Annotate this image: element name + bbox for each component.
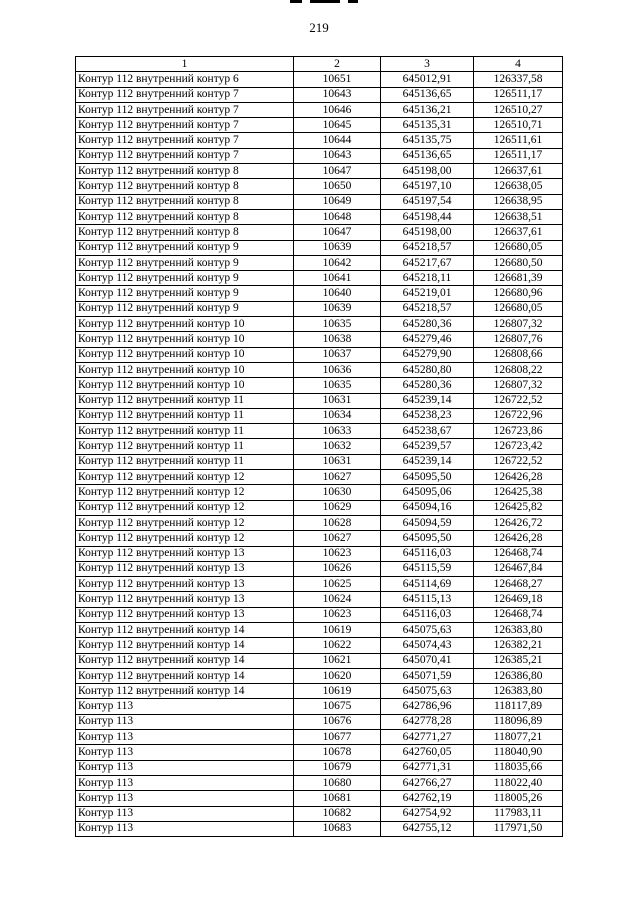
x-coordinate-cell: 642786,96 (381, 699, 474, 714)
x-coordinate-cell: 645218,57 (381, 301, 474, 316)
contour-name-cell: Контур 112 внутренний контур 8 (76, 209, 294, 224)
x-coordinate-cell: 645238,23 (381, 408, 474, 423)
point-number-cell: 10681 (294, 791, 381, 806)
point-number-cell: 10635 (294, 317, 381, 332)
contour-name-cell: Контур 112 внутренний контур 13 (76, 546, 294, 561)
point-number-cell: 10646 (294, 102, 381, 117)
y-coordinate-cell: 118035,66 (474, 760, 563, 775)
coordinates-table (75, 56, 563, 837)
point-number-cell: 10682 (294, 806, 381, 821)
y-coordinate-cell: 126807,76 (474, 332, 563, 347)
y-coordinate-cell: 126425,82 (474, 500, 563, 515)
point-number-cell: 10620 (294, 668, 381, 683)
table-row (76, 179, 563, 194)
contour-name-cell: Контур 112 внутренний контур 11 (76, 408, 294, 423)
x-coordinate-cell: 642771,31 (381, 760, 474, 775)
contour-name-cell: Контур 112 внутренний контур 14 (76, 684, 294, 699)
table-row (76, 271, 563, 286)
y-coordinate-cell: 126510,27 (474, 102, 563, 117)
x-coordinate-cell: 645095,06 (381, 485, 474, 500)
x-coordinate-cell: 645239,57 (381, 439, 474, 454)
table-row (76, 622, 563, 637)
x-coordinate-cell: 645114,69 (381, 577, 474, 592)
point-number-cell: 10630 (294, 485, 381, 500)
contour-name-cell: Контур 112 внутренний контур 9 (76, 255, 294, 270)
table-row (76, 133, 563, 148)
x-coordinate-cell: 645219,01 (381, 286, 474, 301)
point-number-cell: 10683 (294, 821, 381, 836)
table-row (76, 806, 563, 821)
table-row (76, 102, 563, 117)
x-coordinate-cell: 642754,92 (381, 806, 474, 821)
y-coordinate-cell: 126426,28 (474, 531, 563, 546)
contour-name-cell: Контур 112 внутренний контур 8 (76, 164, 294, 179)
table-row (76, 240, 563, 255)
y-coordinate-cell: 126385,21 (474, 653, 563, 668)
contour-name-cell: Контур 112 внутренний контур 9 (76, 301, 294, 316)
x-coordinate-cell: 645218,57 (381, 240, 474, 255)
table-body (76, 72, 563, 837)
x-coordinate-cell: 645198,00 (381, 164, 474, 179)
point-number-cell: 10623 (294, 607, 381, 622)
table-row (76, 592, 563, 607)
table-row (76, 72, 563, 87)
y-coordinate-cell: 126383,80 (474, 684, 563, 699)
point-number-cell: 10638 (294, 332, 381, 347)
x-coordinate-cell: 645094,16 (381, 500, 474, 515)
y-coordinate-cell: 126808,66 (474, 347, 563, 362)
contour-name-cell: Контур 112 внутренний контур 14 (76, 653, 294, 668)
contour-name-cell: Контур 113 (76, 791, 294, 806)
table-row (76, 225, 563, 240)
table-row (76, 668, 563, 683)
table-row (76, 362, 563, 377)
x-coordinate-cell: 645115,13 (381, 592, 474, 607)
point-number-cell: 10647 (294, 225, 381, 240)
contour-name-cell: Контур 112 внутренний контур 7 (76, 148, 294, 163)
table-row (76, 531, 563, 546)
contour-name-cell: Контур 112 внутренний контур 11 (76, 393, 294, 408)
contour-name-cell: Контур 112 внутренний контур 9 (76, 286, 294, 301)
table-row (76, 577, 563, 592)
x-coordinate-cell: 642778,28 (381, 714, 474, 729)
contour-name-cell: Контур 112 внутренний контур 9 (76, 271, 294, 286)
point-number-cell: 10645 (294, 118, 381, 133)
x-coordinate-cell: 645136,65 (381, 148, 474, 163)
point-number-cell: 10676 (294, 714, 381, 729)
y-coordinate-cell: 118096,89 (474, 714, 563, 729)
x-coordinate-cell: 645217,67 (381, 255, 474, 270)
table-row (76, 775, 563, 790)
y-coordinate-cell: 126386,80 (474, 668, 563, 683)
table-row (76, 500, 563, 515)
point-number-cell: 10625 (294, 577, 381, 592)
table-row (76, 470, 563, 485)
point-number-cell: 10680 (294, 775, 381, 790)
y-coordinate-cell: 118005,26 (474, 791, 563, 806)
contour-name-cell: Контур 112 внутренний контур 11 (76, 424, 294, 439)
x-coordinate-cell: 645197,10 (381, 179, 474, 194)
x-coordinate-cell: 645094,59 (381, 515, 474, 530)
x-coordinate-cell: 645074,43 (381, 638, 474, 653)
x-coordinate-cell: 645280,36 (381, 378, 474, 393)
y-coordinate-cell: 126680,50 (474, 255, 563, 270)
y-coordinate-cell: 126680,05 (474, 301, 563, 316)
y-coordinate-cell: 126723,42 (474, 439, 563, 454)
point-number-cell: 10628 (294, 515, 381, 530)
y-coordinate-cell: 118022,40 (474, 775, 563, 790)
point-number-cell: 10635 (294, 378, 381, 393)
contour-name-cell: Контур 112 внутренний контур 13 (76, 592, 294, 607)
scan-mark (290, 0, 360, 3)
point-number-cell: 10624 (294, 592, 381, 607)
contour-name-cell: Контур 112 внутренний контур 11 (76, 439, 294, 454)
point-number-cell: 10678 (294, 745, 381, 760)
contour-name-cell: Контур 112 внутренний контур 7 (76, 118, 294, 133)
y-coordinate-cell: 126511,17 (474, 87, 563, 102)
point-number-cell: 10650 (294, 179, 381, 194)
y-coordinate-cell: 126807,32 (474, 317, 563, 332)
table-row (76, 561, 563, 576)
y-coordinate-cell: 126680,96 (474, 286, 563, 301)
y-coordinate-cell: 126722,96 (474, 408, 563, 423)
contour-name-cell: Контур 112 внутренний контур 7 (76, 87, 294, 102)
y-coordinate-cell: 117971,50 (474, 821, 563, 836)
point-number-cell: 10647 (294, 164, 381, 179)
contour-name-cell: Контур 112 внутренний контур 14 (76, 668, 294, 683)
point-number-cell: 10627 (294, 470, 381, 485)
y-coordinate-cell: 126510,71 (474, 118, 563, 133)
point-number-cell: 10679 (294, 760, 381, 775)
point-number-cell: 10619 (294, 622, 381, 637)
x-coordinate-cell: 642755,12 (381, 821, 474, 836)
point-number-cell: 10639 (294, 301, 381, 316)
table-row (76, 332, 563, 347)
x-coordinate-cell: 642766,27 (381, 775, 474, 790)
point-number-cell: 10642 (294, 255, 381, 270)
x-coordinate-cell: 645218,11 (381, 271, 474, 286)
point-number-cell: 10648 (294, 209, 381, 224)
table-row (76, 439, 563, 454)
y-coordinate-cell: 126637,61 (474, 164, 563, 179)
point-number-cell: 10677 (294, 730, 381, 745)
x-coordinate-cell: 645075,63 (381, 684, 474, 699)
table-row (76, 638, 563, 653)
contour-name-cell: Контур 112 внутренний контур 7 (76, 102, 294, 117)
y-coordinate-cell: 126511,17 (474, 148, 563, 163)
table-row (76, 286, 563, 301)
table-row (76, 378, 563, 393)
page-number: 219 (309, 20, 329, 35)
x-coordinate-cell: 645115,59 (381, 561, 474, 576)
table-row (76, 424, 563, 439)
contour-name-cell: Контур 112 внутренний контур 14 (76, 622, 294, 637)
table-row (76, 653, 563, 668)
table-row (76, 317, 563, 332)
contour-name-cell: Контур 112 внутренний контур 11 (76, 454, 294, 469)
point-number-cell: 10631 (294, 393, 381, 408)
x-coordinate-cell: 642762,19 (381, 791, 474, 806)
y-coordinate-cell: 126468,74 (474, 607, 563, 622)
contour-name-cell: Контур 112 внутренний контур 10 (76, 362, 294, 377)
x-coordinate-cell: 645136,21 (381, 102, 474, 117)
x-coordinate-cell: 645279,46 (381, 332, 474, 347)
contour-name-cell: Контур 112 внутренний контур 10 (76, 317, 294, 332)
y-coordinate-cell: 126511,61 (474, 133, 563, 148)
contour-name-cell: Контур 113 (76, 745, 294, 760)
table-row (76, 821, 563, 836)
y-coordinate-cell: 126723,86 (474, 424, 563, 439)
y-coordinate-cell: 126426,28 (474, 470, 563, 485)
x-coordinate-cell: 645070,41 (381, 653, 474, 668)
point-number-cell: 10619 (294, 684, 381, 699)
y-coordinate-cell: 126638,95 (474, 194, 563, 209)
point-number-cell: 10639 (294, 240, 381, 255)
y-coordinate-cell: 126681,39 (474, 271, 563, 286)
y-coordinate-cell: 126807,32 (474, 378, 563, 393)
y-coordinate-cell: 126382,21 (474, 638, 563, 653)
contour-name-cell: Контур 112 внутренний контур 10 (76, 347, 294, 362)
table-row (76, 699, 563, 714)
column-header: 2 (294, 57, 381, 72)
table-row (76, 209, 563, 224)
table-row (76, 118, 563, 133)
y-coordinate-cell: 126467,84 (474, 561, 563, 576)
table-row (76, 454, 563, 469)
y-coordinate-cell: 126638,51 (474, 209, 563, 224)
contour-name-cell: Контур 113 (76, 821, 294, 836)
point-number-cell: 10636 (294, 362, 381, 377)
contour-name-cell: Контур 113 (76, 775, 294, 790)
table-header-row (76, 57, 563, 72)
contour-name-cell: Контур 112 внутренний контур 12 (76, 500, 294, 515)
x-coordinate-cell: 645135,75 (381, 133, 474, 148)
point-number-cell: 10640 (294, 286, 381, 301)
x-coordinate-cell: 645075,63 (381, 622, 474, 637)
point-number-cell: 10631 (294, 454, 381, 469)
contour-name-cell: Контур 112 внутренний контур 13 (76, 607, 294, 622)
y-coordinate-cell: 126337,58 (474, 72, 563, 87)
table-row (76, 393, 563, 408)
point-number-cell: 10622 (294, 638, 381, 653)
y-coordinate-cell: 126425,38 (474, 485, 563, 500)
contour-name-cell: Контур 112 внутренний контур 8 (76, 179, 294, 194)
table-row (76, 164, 563, 179)
table-row (76, 546, 563, 561)
y-coordinate-cell: 126637,61 (474, 225, 563, 240)
y-coordinate-cell: 117983,11 (474, 806, 563, 821)
y-coordinate-cell: 118040,90 (474, 745, 563, 760)
point-number-cell: 10637 (294, 347, 381, 362)
table-row (76, 515, 563, 530)
contour-name-cell: Контур 112 внутренний контур 12 (76, 485, 294, 500)
y-coordinate-cell: 126722,52 (474, 454, 563, 469)
contour-name-cell: Контур 112 внутренний контур 7 (76, 133, 294, 148)
point-number-cell: 10641 (294, 271, 381, 286)
point-number-cell: 10651 (294, 72, 381, 87)
contour-name-cell: Контур 113 (76, 760, 294, 775)
x-coordinate-cell: 645136,65 (381, 87, 474, 102)
table-row (76, 745, 563, 760)
contour-name-cell: Контур 112 внутренний контур 13 (76, 561, 294, 576)
point-number-cell: 10644 (294, 133, 381, 148)
x-coordinate-cell: 645239,14 (381, 454, 474, 469)
point-number-cell: 10629 (294, 500, 381, 515)
point-number-cell: 10675 (294, 699, 381, 714)
point-number-cell: 10627 (294, 531, 381, 546)
contour-name-cell: Контур 112 внутренний контур 10 (76, 378, 294, 393)
x-coordinate-cell: 645198,44 (381, 209, 474, 224)
contour-name-cell: Контур 112 внутренний контур 8 (76, 225, 294, 240)
contour-name-cell: Контур 112 внутренний контур 13 (76, 577, 294, 592)
table-row (76, 730, 563, 745)
contour-name-cell: Контур 112 внутренний контур 12 (76, 531, 294, 546)
x-coordinate-cell: 645197,54 (381, 194, 474, 209)
x-coordinate-cell: 645071,59 (381, 668, 474, 683)
x-coordinate-cell: 645279,90 (381, 347, 474, 362)
x-coordinate-cell: 645198,00 (381, 225, 474, 240)
x-coordinate-cell: 645116,03 (381, 546, 474, 561)
contour-name-cell: Контур 113 (76, 730, 294, 745)
x-coordinate-cell: 645012,91 (381, 72, 474, 87)
x-coordinate-cell: 645280,36 (381, 317, 474, 332)
y-coordinate-cell: 126680,05 (474, 240, 563, 255)
contour-name-cell: Контур 112 внутренний контур 8 (76, 194, 294, 209)
point-number-cell: 10649 (294, 194, 381, 209)
point-number-cell: 10643 (294, 87, 381, 102)
point-number-cell: 10626 (294, 561, 381, 576)
table-row (76, 347, 563, 362)
table-row (76, 87, 563, 102)
point-number-cell: 10621 (294, 653, 381, 668)
table-row (76, 408, 563, 423)
x-coordinate-cell: 642771,27 (381, 730, 474, 745)
point-number-cell: 10623 (294, 546, 381, 561)
y-coordinate-cell: 126426,72 (474, 515, 563, 530)
table-row (76, 255, 563, 270)
y-coordinate-cell: 118117,89 (474, 699, 563, 714)
contour-name-cell: Контур 113 (76, 699, 294, 714)
column-header: 3 (381, 57, 474, 72)
contour-name-cell: Контур 112 внутренний контур 6 (76, 72, 294, 87)
x-coordinate-cell: 645095,50 (381, 470, 474, 485)
x-coordinate-cell: 645116,03 (381, 607, 474, 622)
contour-name-cell: Контур 113 (76, 714, 294, 729)
y-coordinate-cell: 126808,22 (474, 362, 563, 377)
contour-name-cell: Контур 112 внутренний контур 12 (76, 515, 294, 530)
contour-name-cell: Контур 112 внутренний контур 12 (76, 470, 294, 485)
point-number-cell: 10633 (294, 424, 381, 439)
x-coordinate-cell: 642760,05 (381, 745, 474, 760)
table-row (76, 684, 563, 699)
x-coordinate-cell: 645280,80 (381, 362, 474, 377)
point-number-cell: 10632 (294, 439, 381, 454)
y-coordinate-cell: 126638,05 (474, 179, 563, 194)
y-coordinate-cell: 126468,27 (474, 577, 563, 592)
contour-name-cell: Контур 112 внутренний контур 10 (76, 332, 294, 347)
table-row (76, 148, 563, 163)
y-coordinate-cell: 126722,52 (474, 393, 563, 408)
column-header: 4 (474, 57, 563, 72)
table-row (76, 607, 563, 622)
y-coordinate-cell: 126383,80 (474, 622, 563, 637)
table-row (76, 760, 563, 775)
x-coordinate-cell: 645095,50 (381, 531, 474, 546)
point-number-cell: 10634 (294, 408, 381, 423)
table-row (76, 714, 563, 729)
x-coordinate-cell: 645239,14 (381, 393, 474, 408)
table-row (76, 791, 563, 806)
contour-name-cell: Контур 112 внутренний контур 9 (76, 240, 294, 255)
y-coordinate-cell: 118077,21 (474, 730, 563, 745)
y-coordinate-cell: 126469,18 (474, 592, 563, 607)
x-coordinate-cell: 645135,31 (381, 118, 474, 133)
table-row (76, 194, 563, 209)
contour-name-cell: Контур 113 (76, 806, 294, 821)
y-coordinate-cell: 126468,74 (474, 546, 563, 561)
table-row (76, 301, 563, 316)
point-number-cell: 10643 (294, 148, 381, 163)
x-coordinate-cell: 645238,67 (381, 424, 474, 439)
table-row (76, 485, 563, 500)
contour-name-cell: Контур 112 внутренний контур 14 (76, 638, 294, 653)
column-header: 1 (76, 57, 294, 72)
